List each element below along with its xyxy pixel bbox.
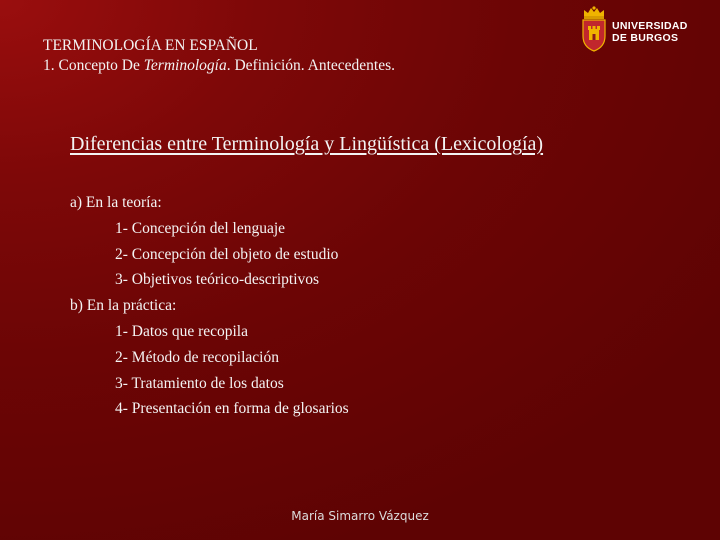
logo-line-2: DE BURGOS <box>612 32 679 44</box>
shield-crest-icon <box>578 5 610 53</box>
header-topic-prefix: 1. Concepto De <box>43 57 144 74</box>
list-item: 1- Concepción del lenguaje <box>115 219 286 237</box>
header-topic-suffix: . Definición. Antecedentes. <box>226 57 396 74</box>
header <box>43 36 563 76</box>
logo-line-1: UNIVERSIDAD <box>612 20 688 32</box>
slide-subtitle: Diferencias entre Terminología y Lingüística (Lexicología) <box>70 133 544 155</box>
list-item: 3- Objetivos teórico-descriptivos <box>115 271 320 289</box>
content-list <box>70 190 670 422</box>
author-footer: María Simarro Vázquez <box>291 509 429 523</box>
header-topic <box>43 56 563 76</box>
list-item: 2- Concepción del objeto de estudio <box>115 245 339 263</box>
header-title: TERMINOLOGÍA EN ESPAÑOL <box>43 37 258 54</box>
list-item: 3- Tratamiento de los datos <box>115 374 284 392</box>
university-logo <box>578 5 698 55</box>
logo-wordmark <box>612 20 688 44</box>
header-topic-italic: Terminología <box>143 57 227 74</box>
list-item: 1- Datos que recopila <box>115 322 248 340</box>
list-item: 4- Presentación en forma de glosarios <box>115 400 349 418</box>
list-item: 2- Método de recopilación <box>115 348 279 366</box>
section-heading-theory: a) En la teoría: <box>70 194 162 211</box>
section-heading-practice: b) En la práctica: <box>70 297 177 315</box>
